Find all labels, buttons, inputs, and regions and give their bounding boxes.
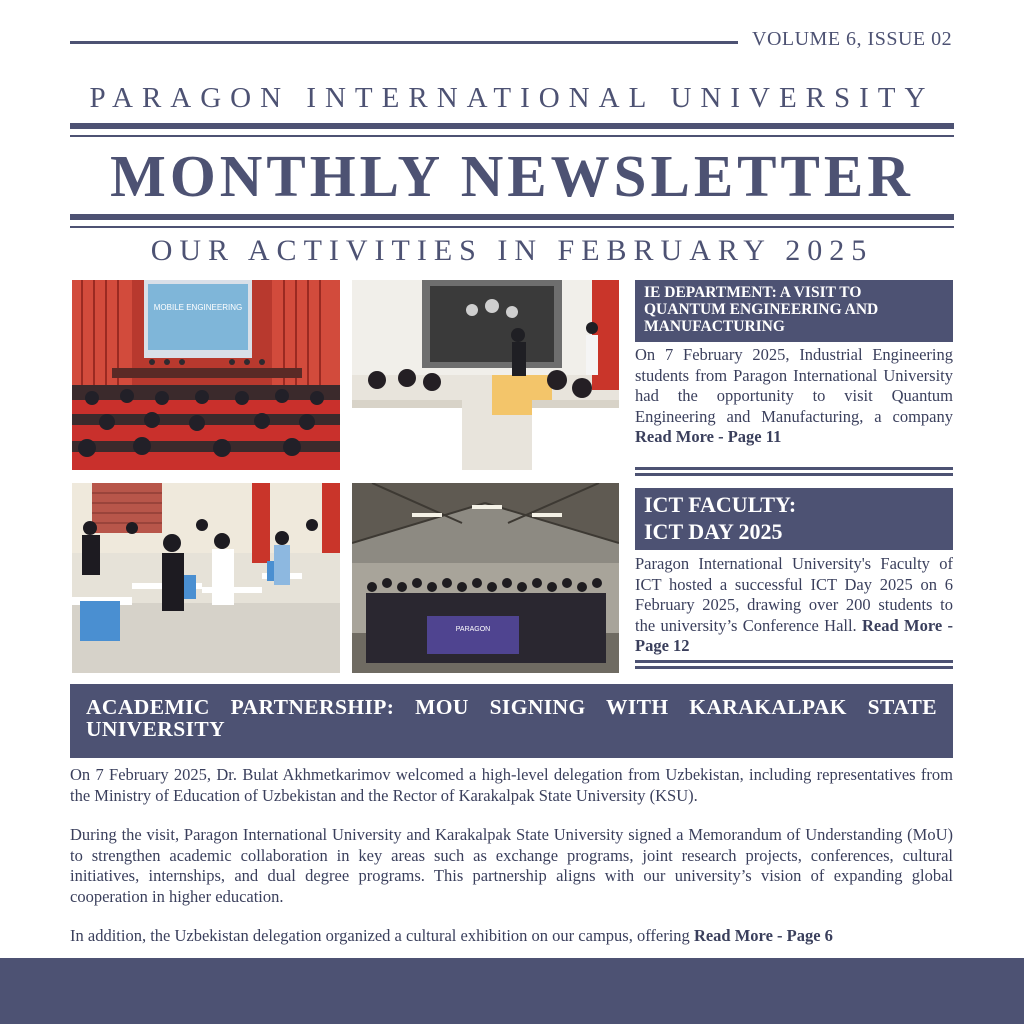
- photo-auditorium: [72, 280, 340, 470]
- newsletter-subtitle: OUR ACTIVITIES IN FEBRUARY 2025: [150, 234, 874, 267]
- article-ict-heading-line2: ICT DAY 2025: [644, 519, 783, 544]
- title-rule-top-thin: [70, 135, 954, 137]
- photo-factory-group: [352, 483, 619, 673]
- feature-paragraph-3: In addition, the Uzbekistan delegation organized a cultural exhibition on our campus, offering Read More - Page 6: [70, 926, 833, 945]
- article-ict-heading-line1: ICT FACULTY:: [644, 492, 797, 517]
- photo-exam-room: [72, 483, 340, 673]
- feature-paragraph-1: On 7 February 2025, Dr. Bulat Akhmetkarimov welcomed a high-level delegation from Uzbekistan, including representatives from the Ministry of Education of Uzbekistan and the Rector of Karakalpak State University (KSU).: [70, 765, 953, 805]
- university-name: PARAGON INTERNATIONAL UNIVERSITY: [89, 82, 935, 114]
- read-more-page-11-link[interactable]: Read More - Page 11: [635, 427, 782, 446]
- article-divider: [635, 660, 953, 669]
- read-more-page-12-link[interactable]: Read More - Page 12: [635, 615, 953, 655]
- header-rule: [70, 41, 738, 44]
- article-ict-body: Paragon International University's Faculty of ICT hosted a successful ICT Day 2025 on 6 February 2025, drawing over 200 students to the university’s Conference Hall. Read More - Page 12: [635, 554, 953, 655]
- title-rule-bottom-thick: [70, 214, 954, 220]
- article-divider: [635, 467, 953, 476]
- article-ie-heading: IE DEPARTMENT: A VISIT TO QUANTUM ENGINEERING AND MANUFACTURING: [635, 280, 953, 342]
- hall-screen-text: MOBILE ENGINEERING: [153, 303, 243, 312]
- feature-paragraph-2: During the visit, Paragon International University and Karakalpak State University signed a Memorandum of Understanding (MoU) to strengthen academic collaboration in key areas such as exchange programs, joint research projects, conferences, cultural initiatives, internships, and dual degree programs. This partnership aligns with our university’s vision of expanding global cooperation in higher education.: [70, 825, 953, 906]
- newsletter-title: MONTHLY NEWSLETTER: [110, 143, 914, 209]
- title-rule-bottom-thin: [70, 226, 954, 228]
- article-ie-body: On 7 February 2025, Industrial Engineering students from Paragon International University had the opportunity to visit Quantum Engineering and Manufacturing, a company Read More - Page 11: [635, 345, 953, 446]
- footer-bar: [0, 958, 1024, 1024]
- title-rule-top-thick: [70, 123, 954, 129]
- banner-text: PARAGON: [455, 626, 491, 633]
- feature-heading: ACADEMIC PARTNERSHIP: MOU SIGNING WITH KARAKALPAK STATE UNIVERSITY: [70, 684, 953, 758]
- article-ict-heading: [635, 488, 953, 550]
- issue-label: VOLUME 6, ISSUE 02: [752, 28, 953, 50]
- photo-classroom-presentation: [352, 280, 619, 470]
- read-more-page-6-link[interactable]: Read More - Page 6: [693, 926, 833, 945]
